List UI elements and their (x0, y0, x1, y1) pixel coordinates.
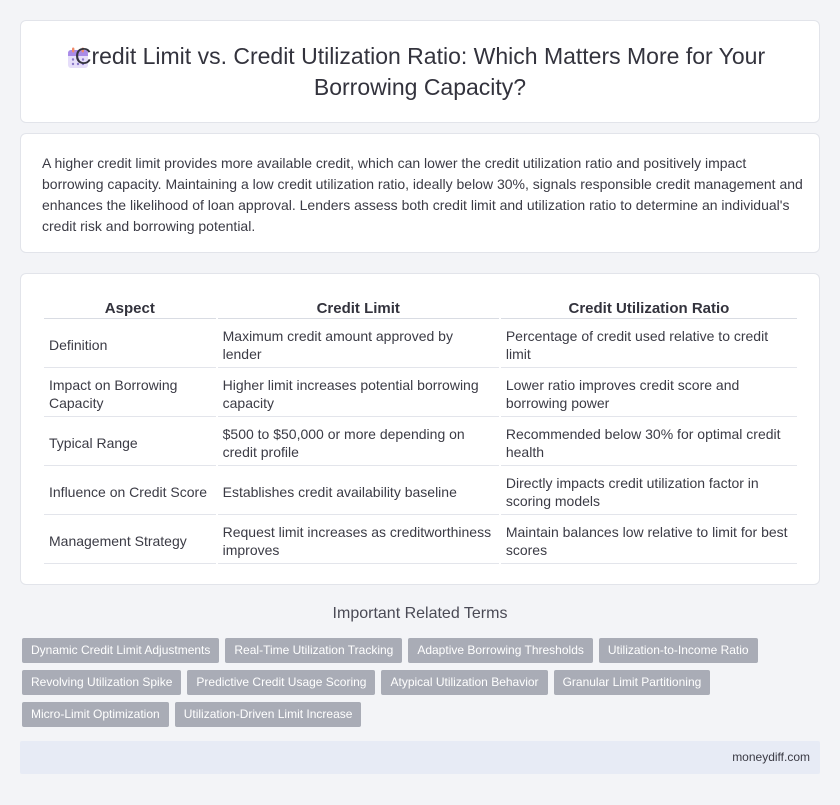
footer-site-link[interactable]: moneydiff.com (732, 750, 810, 764)
table-row (44, 321, 797, 368)
page-title: Credit Limit vs. Credit Utilization Ratio: Which Matters More for Your Borrowing Capacity? (74, 42, 766, 100)
table-row (44, 370, 797, 417)
related-term-tag[interactable]: Adaptive Borrowing Thresholds (408, 638, 593, 663)
table-row (44, 419, 797, 466)
title-card (20, 20, 820, 123)
related-term-tag[interactable]: Predictive Credit Usage Scoring (187, 670, 375, 695)
header-credit-utilization-ratio: Credit Utilization Ratio (501, 296, 797, 319)
table-row (44, 468, 797, 515)
table-cell: Maximum credit amount approved by lender (218, 321, 499, 368)
related-terms-list (22, 638, 782, 734)
table-cell: Establishes credit availability baseline (218, 468, 499, 515)
related-term-tag[interactable]: Revolving Utilization Spike (22, 670, 181, 695)
table-cell: Directly impacts credit utilization factor in scoring models (501, 468, 797, 515)
related-term-tag[interactable]: Granular Limit Partitioning (554, 670, 711, 695)
header-aspect: Aspect (44, 296, 216, 319)
table-cell: Definition (44, 321, 216, 368)
table-row (44, 517, 797, 564)
table-header-row (44, 296, 797, 319)
table-cell: Percentage of credit used relative to credit limit (501, 321, 797, 368)
table-cell: Typical Range (44, 419, 216, 466)
comparison-card (20, 273, 820, 585)
table-cell: Influence on Credit Score (44, 468, 216, 515)
footer (20, 741, 820, 774)
related-term-tag[interactable]: Real-Time Utilization Tracking (225, 638, 402, 663)
table-cell: Management Strategy (44, 517, 216, 564)
table-cell: Higher limit increases potential borrowing capacity (218, 370, 499, 417)
related-term-tag[interactable]: Micro-Limit Optimization (22, 702, 169, 727)
table-cell: $500 to $50,000 or more depending on credit profile (218, 419, 499, 466)
summary-card (20, 133, 820, 253)
table-cell: Request limit increases as creditworthiness improves (218, 517, 499, 564)
related-terms-heading: Important Related Terms (332, 605, 508, 622)
table-cell: Lower ratio improves credit score and borrowing power (501, 370, 797, 417)
related-term-tag[interactable]: Dynamic Credit Limit Adjustments (22, 638, 219, 663)
table-cell: Maintain balances low relative to limit for best scores (501, 517, 797, 564)
table-cell: Impact on Borrowing Capacity (44, 370, 216, 417)
related-term-tag[interactable]: Utilization-Driven Limit Increase (175, 702, 362, 727)
related-term-tag[interactable]: Atypical Utilization Behavior (381, 670, 547, 695)
related-term-tag[interactable]: Utilization-to-Income Ratio (599, 638, 758, 663)
header-credit-limit: Credit Limit (218, 296, 499, 319)
table-cell: Recommended below 30% for optimal credit health (501, 419, 797, 466)
summary-text: A higher credit limit provides more available credit, which can lower the credit utilization ratio and positively impact borrowing capacity. Maintaining a low credit utilization ratio, ideally below 30%, signals responsible credit management and enhances the likelihood of loan approval. Lenders assess both credit limit and utilization ratio to determine an individual's credit risk and borrowing potential. (42, 155, 803, 234)
comparison-table (42, 294, 799, 566)
